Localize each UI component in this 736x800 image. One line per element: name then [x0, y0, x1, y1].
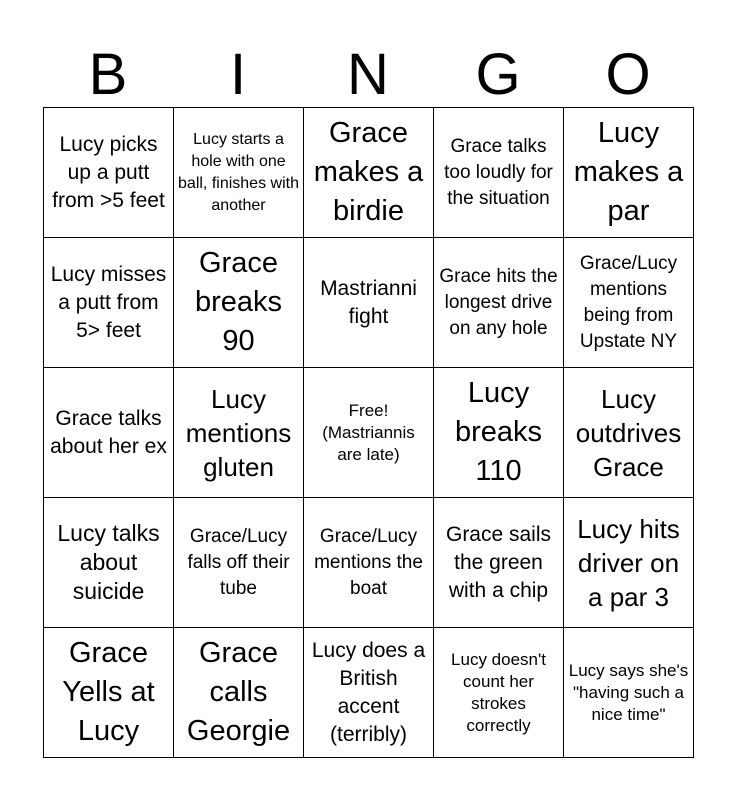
cell-text: Grace talks too loudly for the situation: [444, 135, 553, 209]
bingo-board: [43, 107, 694, 758]
bingo-cell[interactable]: [44, 238, 174, 368]
bingo-cell[interactable]: [304, 238, 434, 368]
bingo-cell[interactable]: [304, 628, 434, 758]
bingo-cell[interactable]: [174, 368, 304, 498]
cell-text: Grace breaks 90: [194, 247, 283, 357]
bingo-cell[interactable]: [174, 238, 304, 368]
cell-text: Mastrianni fight: [320, 276, 417, 328]
cell-text: Grace/Lucy mentions the boat: [314, 525, 423, 599]
bingo-cell[interactable]: [174, 108, 304, 238]
cell-text: Grace sails the green with a chip: [445, 522, 552, 602]
bingo-cell[interactable]: [44, 498, 174, 628]
bingo-cell[interactable]: [174, 628, 304, 758]
cell-text: Grace talks about her ex: [50, 406, 167, 458]
bingo-cell[interactable]: [434, 498, 564, 628]
cell-text: Lucy starts a hole with one ball, finishes with another: [178, 130, 299, 214]
bingo-cell[interactable]: [564, 238, 694, 368]
cell-text: Grace/Lucy mentions being from Upstate NY: [579, 252, 678, 352]
header-letter-n: N: [347, 42, 389, 107]
header-letter-i: I: [229, 42, 247, 107]
bingo-cell[interactable]: [434, 628, 564, 758]
bingo-cell[interactable]: [304, 108, 434, 238]
bingo-cell[interactable]: [564, 368, 694, 498]
header-letter-g: G: [475, 42, 521, 107]
cell-text: Grace Yells at Lucy: [62, 637, 155, 747]
bingo-cell[interactable]: [434, 108, 564, 238]
free-space[interactable]: [304, 368, 434, 498]
cell-text: Grace calls Georgie: [186, 637, 291, 747]
bingo-cell[interactable]: [564, 498, 694, 628]
bingo-header: [43, 44, 693, 106]
bingo-cell[interactable]: [564, 628, 694, 758]
cell-text: Grace hits the longest drive on any hole: [439, 265, 558, 339]
bingo-cell[interactable]: [434, 368, 564, 498]
bingo-cell[interactable]: [434, 238, 564, 368]
bingo-cell[interactable]: [44, 368, 174, 498]
cell-text: Lucy misses a putt from 5> feet: [50, 262, 167, 342]
cell-text: Lucy picks up a putt from >5 feet: [52, 132, 165, 212]
cell-text: Lucy makes a par: [573, 117, 684, 227]
bingo-cell[interactable]: [44, 108, 174, 238]
cell-text: Lucy does a British accent (terribly): [311, 638, 426, 746]
bingo-cell[interactable]: [304, 498, 434, 628]
bingo-cell[interactable]: [564, 108, 694, 238]
header-letter-o: O: [605, 42, 651, 107]
cell-text: Lucy doesn't count her strokes correctly: [451, 649, 546, 735]
cell-text: Grace/Lucy falls off their tube: [187, 525, 290, 599]
cell-text: Lucy breaks 110: [454, 377, 543, 487]
cell-text: Grace makes a birdie: [313, 117, 424, 227]
cell-text: Lucy mentions gluten: [185, 383, 292, 482]
cell-text: Free! (Mastriannis are late): [322, 400, 415, 464]
bingo-cell[interactable]: [174, 498, 304, 628]
bingo-cell[interactable]: [44, 628, 174, 758]
cell-text: Lucy talks about suicide: [57, 520, 160, 604]
cell-text: Lucy says she's "having such a nice time": [568, 660, 689, 724]
header-letter-b: B: [88, 42, 128, 107]
cell-text: Lucy outdrives Grace: [575, 383, 682, 482]
cell-text: Lucy hits driver on a par 3: [577, 513, 680, 612]
